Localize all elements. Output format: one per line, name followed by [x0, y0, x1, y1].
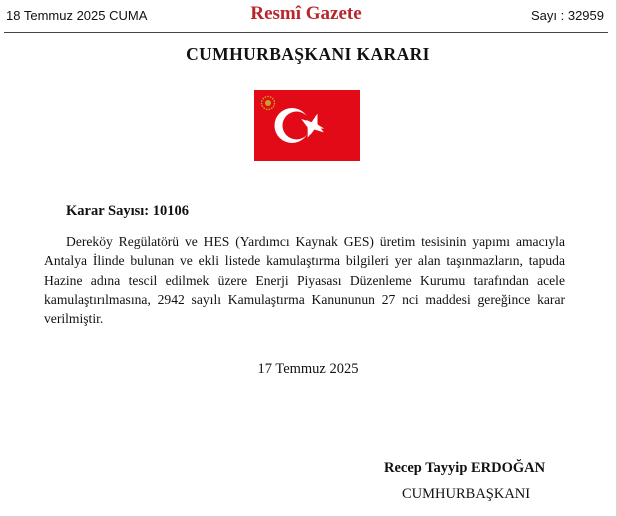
decree-body: Dereköy Regülatörü ve HES (Yardımcı Kaynak GES) üretim tesisinin yapımı amacıyla Antalya İlinde bulunan ve ekli listede kamulaştırma bilgileri yer alan taşınmazların, tapuda Hazine adına tescil edilmek üzere Enerji Piyasası Düzenleme Kurumu tarafından acele kamulaştırılmasına, 2942 sayılı Kamulaştırma Kanununun 27 nci maddesi gereğince karar verilmiştir. [44, 234, 565, 327]
publication-date: 18 Temmuz 2025 CUMA [6, 8, 148, 23]
decree-date: 17 Temmuz 2025 [257, 361, 359, 377]
decree-number: Karar Sayısı: 10106 [66, 203, 189, 219]
issue-number: Sayı : 32959 [531, 8, 604, 23]
seal-center [265, 100, 271, 106]
gazette-title: Resmî Gazete [250, 3, 362, 24]
gazette-header [4, 0, 608, 33]
decree-heading: CUMHURBAŞKANI KARARI [186, 44, 430, 64]
signatory-title: CUMHURBAŞKANI [402, 486, 531, 502]
turkish-flag-icon [254, 90, 360, 161]
signatory-name: Recep Tayyip ERDOĞAN [384, 460, 546, 476]
